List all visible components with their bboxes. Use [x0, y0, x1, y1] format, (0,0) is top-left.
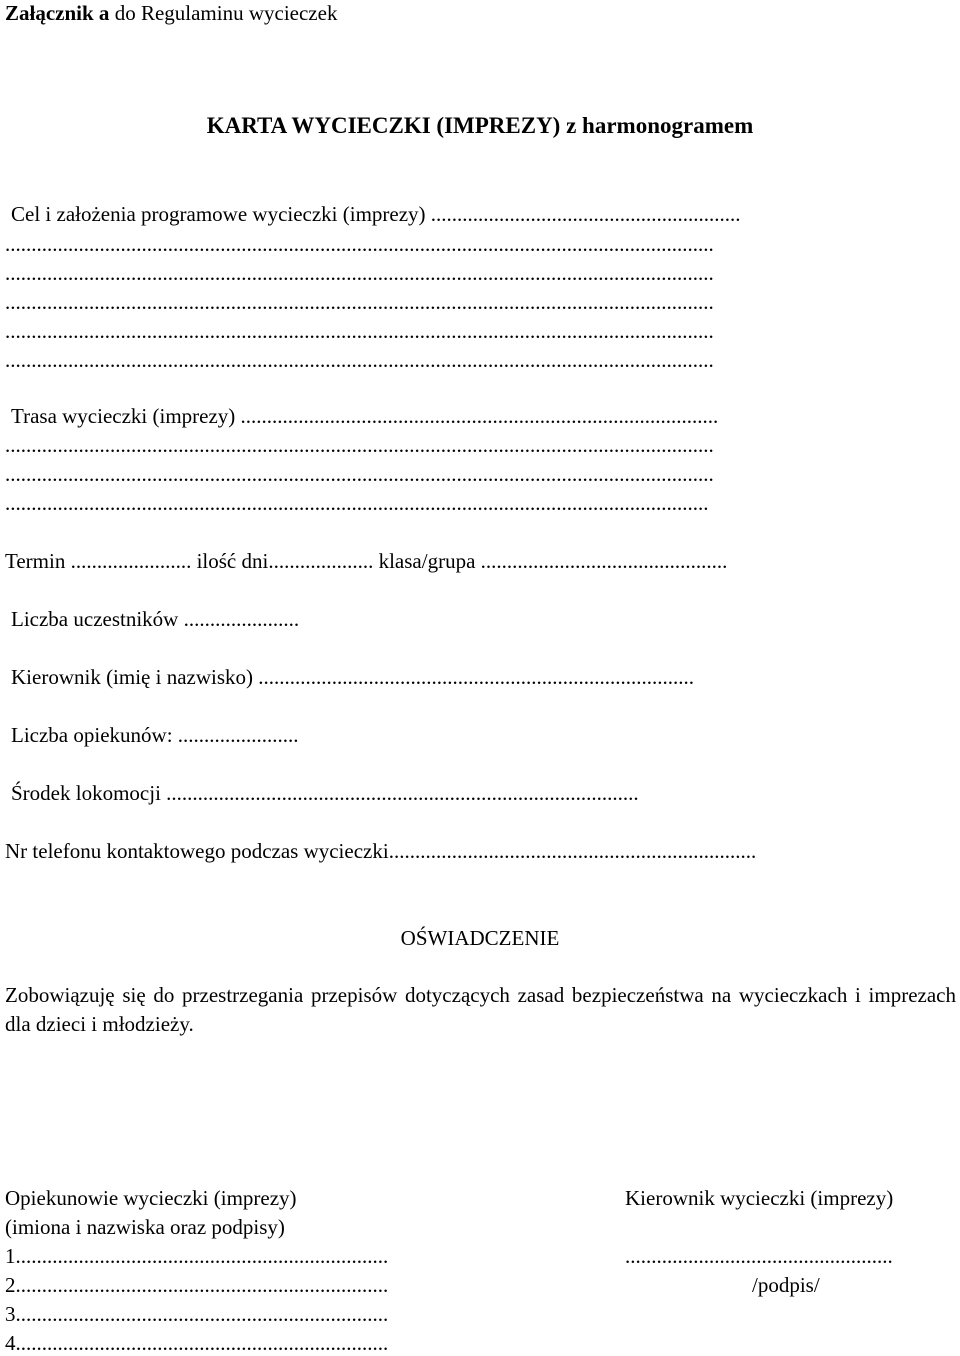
guardian-line-4: 4.......................................................................	[5, 1331, 389, 1355]
attachment-rest: do Regulaminu wycieczek	[109, 1, 338, 25]
attachment-label: Załącznik a	[5, 1, 110, 25]
goals-label: Cel i założenia programowe wycieczki (imprezy) ...........................................................	[11, 202, 741, 226]
guardians-signature-subtitle: (imiona i nazwiska oraz podpisy)	[5, 1215, 285, 1239]
route-line-1: .......................................................................................................................................	[5, 433, 714, 457]
document-header	[5, 0, 337, 26]
goals-line-1: .......................................................................................................................................	[5, 232, 714, 256]
leader-field: Kierownik (imię i nazwisko) ...................................................................................	[11, 665, 695, 689]
guardians-signature-title: Opiekunowie wycieczki (imprezy)	[5, 1186, 297, 1210]
guardian-line-3: 3.......................................................................	[5, 1302, 389, 1326]
participants-field: Liczba uczestników ......................	[11, 607, 300, 631]
leader-signature-caption: /podpis/	[752, 1273, 820, 1297]
declaration-text: Zobowiązuję się do przestrzegania przepisów dotyczących zasad bezpieczeństwa na wycieczkach i imprezach dla dzieci i młodzieży.	[5, 983, 956, 1036]
guardian-line-1: 1.......................................................................	[5, 1244, 389, 1268]
transport-field: Środek lokomocji ..........................................................................................	[11, 781, 639, 805]
guardian-line-2: 2.......................................................................	[5, 1273, 389, 1297]
goals-line-5: .......................................................................................................................................	[5, 348, 714, 372]
goals-line-2: .......................................................................................................................................	[5, 261, 714, 285]
route-label: Trasa wycieczki (imprezy) ...........................................................................................	[11, 404, 719, 428]
goals-line-3: .......................................................................................................................................	[5, 290, 714, 314]
phone-field: Nr telefonu kontaktowego podczas wycieczki......................................................................	[5, 839, 757, 863]
guardians-count-field: Liczba opiekunów: .......................	[11, 723, 299, 747]
route-line-3: ......................................................................................................................................	[5, 491, 709, 515]
leader-signature-line: ...................................................	[625, 1244, 893, 1268]
goals-line-4: .......................................................................................................................................	[5, 319, 714, 343]
leader-signature-title: Kierownik wycieczki (imprezy)	[625, 1186, 894, 1210]
page-title: KARTA WYCIECZKI (IMPREZY) z harmonogramem	[206, 113, 754, 138]
declaration-title: OŚWIADCZENIE	[400, 926, 560, 950]
route-line-2: .......................................................................................................................................	[5, 462, 714, 486]
term-field: Termin ....................... ilość dni.................... klasa/grupa ...............................................	[5, 549, 728, 573]
